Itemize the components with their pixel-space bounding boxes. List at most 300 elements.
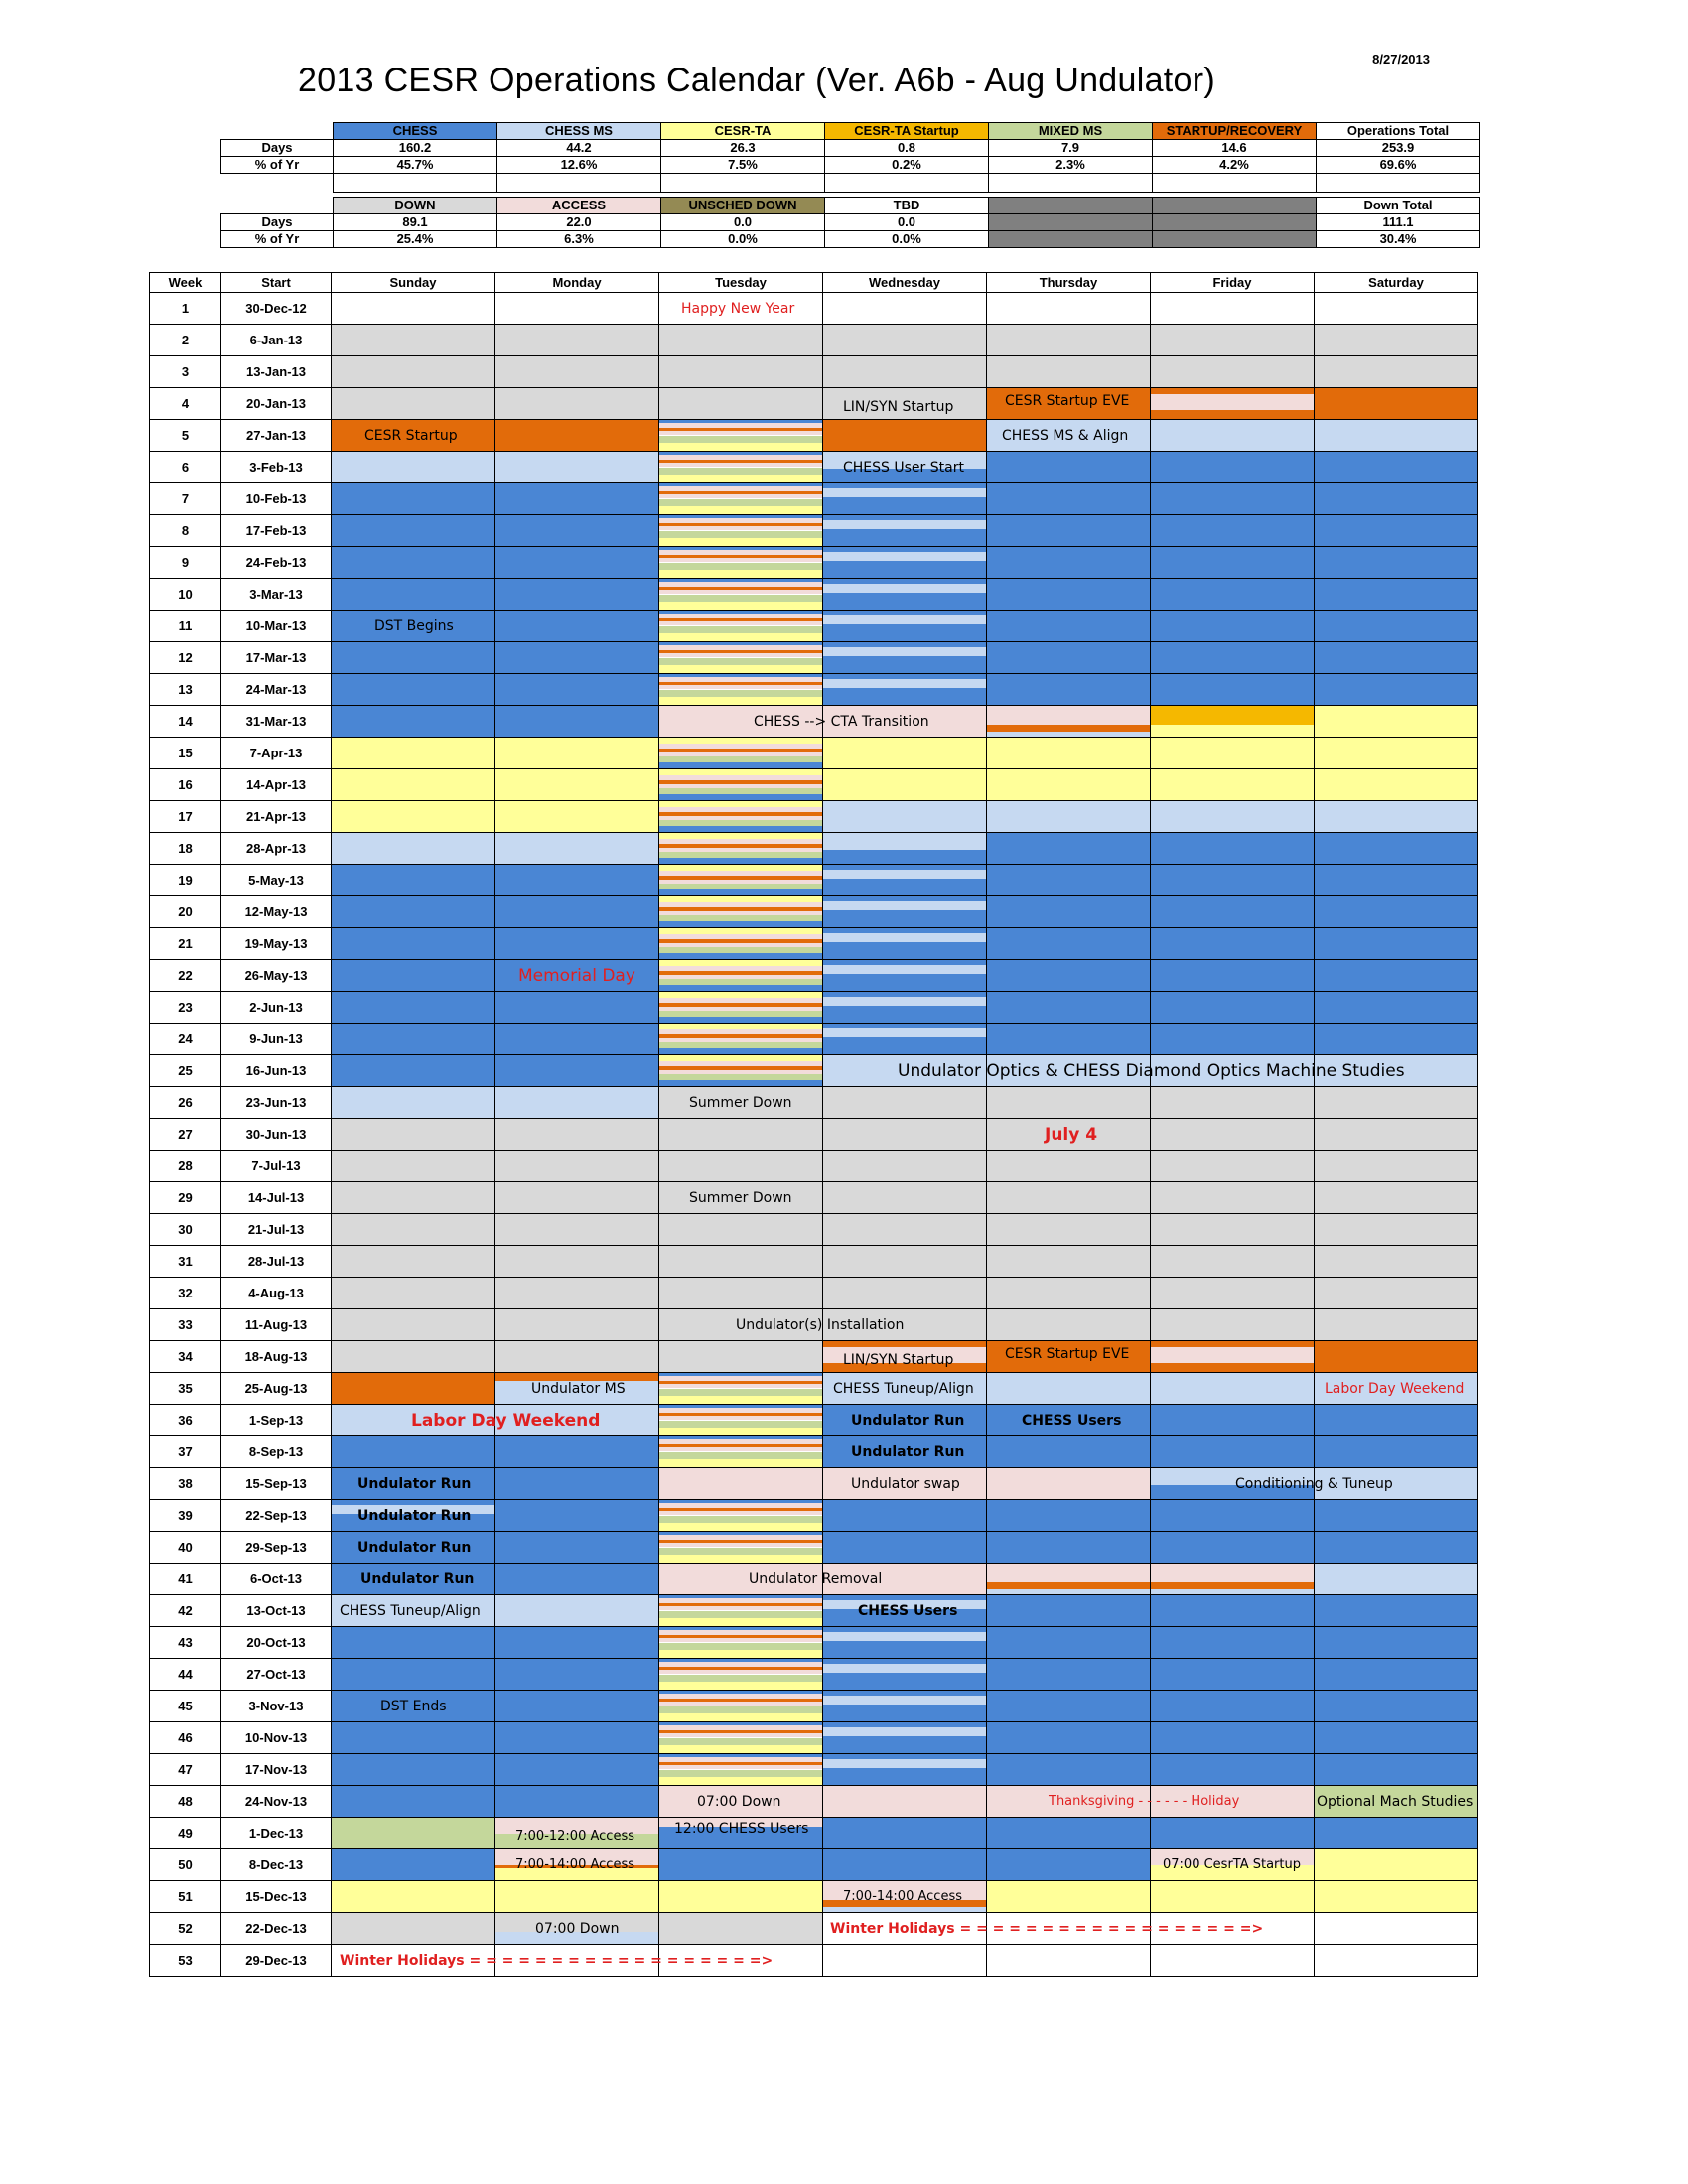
day-cell-monday [495, 293, 659, 325]
day-cell-tuesday [659, 706, 929, 738]
page-title: 2013 CESR Operations Calendar (Ver. A6b - Aug Undulator) [298, 62, 1215, 99]
schedule-band [1315, 1627, 1477, 1658]
day-cell-thursday [987, 579, 1151, 611]
schedule-band [659, 595, 822, 603]
day-cell-sunday [332, 356, 495, 388]
day-cell-saturday [1315, 1754, 1478, 1786]
week-start-date: 22-Sep-13 [221, 1500, 332, 1532]
day-cell-monday [495, 1373, 659, 1405]
week-start-date: 10-Feb-13 [221, 483, 332, 515]
week-start-date: 18-Aug-13 [221, 1341, 332, 1373]
schedule-band [332, 452, 494, 482]
day-cell-thursday [987, 1119, 1151, 1151]
day-cell-thursday [987, 960, 1151, 992]
week-number: 39 [150, 1500, 221, 1532]
week-start-date: 7-Jul-13 [221, 1151, 332, 1182]
week-start-date: 24-Mar-13 [221, 674, 332, 706]
week-start-date: 27-Jan-13 [221, 420, 332, 452]
schedule-band [823, 933, 986, 942]
week-number: 42 [150, 1595, 221, 1627]
week-start-date: 6-Jan-13 [221, 325, 332, 356]
schedule-band [495, 769, 658, 800]
schedule-band [987, 515, 1150, 546]
day-cell-sunday [332, 388, 495, 420]
week-row [150, 1309, 1478, 1341]
day-cell-saturday [1315, 1881, 1478, 1913]
day-cell-friday [1151, 833, 1315, 865]
summary-value: 89.1 [334, 214, 497, 231]
day-cell-wednesday [823, 1627, 987, 1659]
schedule-band [495, 1754, 658, 1785]
day-cell-monday [495, 325, 659, 356]
schedule-band [987, 579, 1150, 610]
schedule-band [332, 325, 494, 355]
day-cell-sunday [332, 642, 495, 674]
day-cell-friday [1151, 1818, 1315, 1849]
schedule-band [823, 593, 986, 610]
schedule-band [495, 865, 658, 895]
day-cell-wednesday [823, 420, 987, 452]
week-number: 16 [150, 769, 221, 801]
day-cell-saturday [1315, 1627, 1478, 1659]
day-cell-thursday [987, 1087, 1151, 1119]
week-row [150, 674, 1478, 706]
day-cell-monday [495, 547, 659, 579]
week-start-date: 8-Sep-13 [221, 1436, 332, 1468]
week-number: 21 [150, 928, 221, 960]
schedule-band [1315, 1945, 1477, 1976]
week-start-date: 20-Jan-13 [221, 388, 332, 420]
day-cell-wednesday [823, 738, 987, 769]
day-cell-friday [1151, 547, 1315, 579]
week-start-date: 7-Apr-13 [221, 738, 332, 769]
schedule-band [495, 293, 658, 324]
schedule-band [1151, 1436, 1314, 1467]
schedule-band [659, 1341, 822, 1372]
schedule-band [987, 452, 1150, 482]
schedule-band [1315, 1849, 1477, 1880]
grey-block [989, 231, 1153, 248]
schedule-band [332, 1627, 494, 1658]
schedule-band [987, 1881, 1150, 1912]
schedule-band [1315, 1309, 1477, 1340]
day-cell-saturday [1315, 1309, 1478, 1341]
schedule-band [1315, 420, 1477, 451]
day-cell-saturday [1315, 738, 1478, 769]
schedule-band [659, 1389, 822, 1397]
day-cell-thursday [987, 356, 1151, 388]
schedule-band [1151, 1363, 1314, 1372]
day-cell-friday [1151, 1182, 1315, 1214]
calendar-note: Undulator Run [357, 1475, 472, 1492]
grey-block [1153, 198, 1317, 214]
col-header-tuesday: Tuesday [659, 273, 823, 293]
schedule-band [823, 679, 986, 688]
day-cell-sunday [332, 1087, 495, 1119]
schedule-band [823, 325, 986, 355]
calendar-note: CESR Startup [364, 427, 458, 444]
day-cell-tuesday [659, 1913, 823, 1945]
schedule-band [823, 850, 986, 864]
day-cell-monday [495, 992, 659, 1024]
day-cell-tuesday [659, 801, 823, 833]
day-cell-friday [1151, 896, 1315, 928]
day-cell-wednesday [823, 1532, 987, 1564]
day-cell-saturday [1315, 483, 1478, 515]
day-cell-sunday [332, 1595, 495, 1627]
week-start-date: 29-Dec-13 [221, 1945, 332, 1977]
schedule-band [659, 570, 822, 578]
day-cell-tuesday [659, 547, 823, 579]
schedule-band [823, 656, 986, 673]
schedule-band [823, 1818, 986, 1848]
week-row [150, 992, 1478, 1024]
week-number: 49 [150, 1818, 221, 1849]
schedule-band [495, 483, 658, 514]
schedule-band [1315, 896, 1477, 927]
week-row [150, 738, 1478, 769]
schedule-band [1151, 1945, 1314, 1976]
day-cell-thursday [987, 1341, 1151, 1373]
day-cell-saturday [1315, 1818, 1478, 1849]
schedule-band [1315, 1119, 1477, 1150]
day-cell-tuesday [659, 388, 823, 420]
week-number: 48 [150, 1786, 221, 1818]
schedule-band [1151, 833, 1314, 864]
schedule-band [659, 1048, 822, 1054]
day-cell-tuesday [659, 515, 823, 547]
schedule-band [659, 1468, 822, 1499]
schedule-band [987, 801, 1150, 832]
schedule-band [1151, 394, 1314, 410]
row-label: Days [221, 140, 334, 157]
schedule-band [659, 633, 822, 641]
week-row [150, 1532, 1478, 1564]
schedule-band [495, 1564, 658, 1594]
schedule-band [987, 674, 1150, 705]
day-cell-wednesday [823, 1754, 987, 1786]
schedule-band [659, 794, 822, 800]
schedule-band [332, 1818, 494, 1848]
day-cell-wednesday [823, 483, 987, 515]
schedule-band [332, 388, 494, 419]
week-row [150, 1436, 1478, 1468]
calendar-header-row [150, 273, 1478, 293]
schedule-band [1315, 611, 1477, 641]
schedule-band [1151, 1373, 1314, 1404]
schedule-band [332, 1309, 494, 1340]
week-row [150, 1405, 1478, 1436]
schedule-band [987, 1214, 1150, 1245]
day-cell-saturday [1315, 356, 1478, 388]
grey-block [1153, 214, 1317, 231]
day-cell-monday [495, 1436, 659, 1468]
week-start-date: 11-Aug-13 [221, 1309, 332, 1341]
day-cell-saturday [1315, 674, 1478, 706]
schedule-band [987, 1945, 1150, 1976]
day-cell-tuesday [659, 1119, 823, 1151]
day-cell-monday [495, 1627, 659, 1659]
week-row [150, 833, 1478, 865]
week-row [150, 896, 1478, 928]
day-cell-friday [1151, 1405, 1315, 1436]
day-cell-monday [495, 420, 659, 452]
week-row [150, 1119, 1478, 1151]
day-cell-wednesday [823, 1436, 987, 1468]
schedule-band [659, 1913, 822, 1944]
day-cell-sunday [332, 1405, 601, 1436]
schedule-band [1315, 483, 1477, 514]
day-cell-saturday [1315, 928, 1478, 960]
schedule-band [495, 706, 658, 737]
schedule-band [1151, 1024, 1314, 1054]
schedule-band [1151, 1214, 1314, 1245]
day-cell-wednesday [823, 1818, 987, 1849]
day-cell-tuesday [659, 579, 823, 611]
schedule-band [495, 1786, 658, 1817]
schedule-band [987, 1532, 1150, 1563]
schedule-band [823, 1532, 986, 1563]
schedule-band [332, 1373, 494, 1404]
calendar-note: LIN/SYN Startup [843, 398, 954, 415]
day-cell-tuesday [659, 992, 823, 1024]
day-cell-friday [1151, 928, 1315, 960]
schedule-band [1315, 1436, 1477, 1467]
schedule-band [1151, 896, 1314, 927]
schedule-band [1151, 865, 1314, 895]
summary-value: 0.0 [661, 214, 825, 231]
schedule-band [987, 1849, 1150, 1880]
operations-summary-header [221, 123, 1480, 140]
schedule-band [987, 1754, 1150, 1785]
day-cell-sunday [332, 1849, 495, 1881]
schedule-band [1315, 1881, 1477, 1912]
day-cell-thursday [987, 1405, 1151, 1436]
schedule-band [987, 960, 1150, 991]
day-cell-tuesday [659, 1659, 823, 1691]
week-row [150, 452, 1478, 483]
schedule-band [823, 624, 986, 641]
day-cell-sunday [332, 579, 495, 611]
day-cell-sunday [332, 833, 495, 865]
day-cell-saturday [1315, 1214, 1478, 1246]
down-percent-row [221, 231, 1480, 248]
day-cell-friday [1151, 1278, 1315, 1309]
schedule-band [1151, 1881, 1314, 1912]
schedule-band [1151, 1722, 1314, 1753]
schedule-band [1151, 738, 1314, 768]
schedule-band [987, 1309, 1150, 1340]
schedule-band [659, 1713, 822, 1721]
day-cell-friday [1151, 801, 1315, 833]
schedule-band [659, 1080, 822, 1086]
week-row [150, 1945, 1478, 1977]
schedule-band [823, 901, 986, 910]
day-cell-wednesday [823, 452, 987, 483]
day-cell-thursday [987, 1436, 1151, 1468]
week-number: 14 [150, 706, 221, 738]
day-cell-sunday [332, 1786, 495, 1818]
schedule-band [1315, 1659, 1477, 1690]
schedule-band [659, 1555, 822, 1563]
day-cell-thursday [987, 674, 1151, 706]
calendar-note: Memorial Day [518, 965, 635, 986]
day-cell-monday [495, 1151, 659, 1182]
schedule-band [987, 293, 1150, 324]
day-cell-saturday [1315, 1849, 1478, 1881]
day-cell-sunday [332, 928, 495, 960]
schedule-band [1151, 1347, 1314, 1363]
schedule-band [987, 769, 1150, 800]
week-number: 28 [150, 1151, 221, 1182]
schedule-band [1151, 769, 1314, 800]
day-cell-saturday [1315, 642, 1478, 674]
schedule-band [823, 488, 986, 497]
schedule-band [1315, 738, 1477, 768]
legend-chess: CHESS [334, 123, 497, 140]
schedule-band [495, 1595, 658, 1626]
schedule-band [659, 1017, 822, 1023]
schedule-band [332, 579, 494, 610]
day-cell-monday [495, 388, 659, 420]
week-number: 44 [150, 1659, 221, 1691]
calendar-note: CHESS User Start [843, 459, 964, 476]
schedule-band [332, 1754, 494, 1785]
day-cell-thursday [987, 1246, 1151, 1278]
schedule-band [987, 1468, 1150, 1499]
day-cell-sunday [332, 1722, 495, 1754]
schedule-band [495, 1436, 658, 1467]
day-cell-tuesday [659, 420, 823, 452]
schedule-band [823, 879, 986, 895]
day-cell-monday [495, 1024, 659, 1055]
week-number: 29 [150, 1182, 221, 1214]
schedule-band [659, 1214, 822, 1245]
day-cell-wednesday [823, 1849, 987, 1881]
calendar-note: 7:00-12:00 Access [515, 1828, 634, 1843]
week-row [150, 1722, 1478, 1754]
day-cell-tuesday [659, 1468, 823, 1500]
day-cell-tuesday [659, 1182, 823, 1214]
day-cell-thursday [987, 1818, 1151, 1849]
schedule-band [659, 1428, 822, 1435]
summary-value: 22.0 [497, 214, 661, 231]
schedule-band [987, 1582, 1150, 1590]
calendar-note: 07:00 Down [535, 1920, 620, 1937]
schedule-band [332, 1151, 494, 1181]
day-cell-wednesday [823, 388, 987, 420]
schedule-band [987, 865, 1150, 895]
legend-down: DOWN [334, 198, 497, 214]
day-cell-monday [495, 1532, 659, 1564]
week-start-date: 28-Apr-13 [221, 833, 332, 865]
schedule-band [987, 928, 1150, 959]
calendar-note: Undulator Run [851, 1412, 965, 1429]
summary-value: 7.5% [661, 157, 825, 174]
day-cell-monday [495, 483, 659, 515]
col-header-wednesday: Wednesday [823, 273, 987, 293]
day-cell-monday [495, 579, 659, 611]
schedule-band [823, 738, 986, 768]
day-cell-thursday [987, 1786, 1240, 1818]
schedule-band [1315, 515, 1477, 546]
day-cell-wednesday [823, 865, 987, 896]
week-row [150, 579, 1478, 611]
day-cell-tuesday [659, 1405, 823, 1436]
day-cell-monday [495, 1659, 659, 1691]
week-number: 33 [150, 1309, 221, 1341]
week-start-date: 10-Nov-13 [221, 1722, 332, 1754]
schedule-band [659, 1548, 822, 1556]
schedule-band [332, 1024, 494, 1054]
schedule-band [495, 1214, 658, 1245]
day-cell-tuesday [659, 928, 823, 960]
schedule-band [1151, 1119, 1314, 1150]
schedule-band [1315, 960, 1477, 991]
operations-total-header: Operations Total [1317, 123, 1480, 140]
schedule-band [332, 1436, 494, 1467]
schedule-band [1151, 515, 1314, 546]
week-row [150, 928, 1478, 960]
week-start-date: 5-May-13 [221, 865, 332, 896]
day-cell-monday [495, 769, 659, 801]
day-cell-wednesday [823, 1881, 987, 1913]
day-cell-thursday [987, 293, 1151, 325]
schedule-band [332, 1278, 494, 1308]
day-cell-thursday [987, 801, 1151, 833]
schedule-band [987, 1151, 1150, 1181]
day-cell-sunday [332, 1024, 495, 1055]
week-row [150, 1024, 1478, 1055]
week-row [150, 1341, 1478, 1373]
day-cell-saturday [1315, 420, 1478, 452]
day-cell-friday [1151, 1436, 1315, 1468]
schedule-band [987, 738, 1150, 768]
schedule-band [332, 293, 494, 324]
day-cell-thursday [987, 1754, 1151, 1786]
schedule-band [495, 420, 658, 451]
calendar-note: Summer Down [689, 1094, 792, 1111]
day-cell-friday [1151, 1754, 1315, 1786]
schedule-band [659, 1643, 822, 1651]
schedule-band [1315, 579, 1477, 610]
week-number: 7 [150, 483, 221, 515]
week-start-date: 1-Sep-13 [221, 1405, 332, 1436]
schedule-band [659, 1618, 822, 1626]
day-cell-monday [495, 452, 659, 483]
day-cell-tuesday [659, 1373, 823, 1405]
day-cell-friday [1151, 1246, 1315, 1278]
schedule-band [659, 1611, 822, 1619]
schedule-band [1151, 547, 1314, 578]
calendar-note: Winter Holidays = = = = = = = = = = = = = = = = = => [340, 1952, 774, 1969]
day-cell-saturday [1315, 1024, 1478, 1055]
schedule-band [332, 865, 494, 895]
schedule-band [823, 1641, 986, 1658]
day-cell-friday [1151, 1849, 1315, 1881]
day-cell-friday [1151, 452, 1315, 483]
schedule-band [1315, 1024, 1477, 1054]
day-cell-saturday [1315, 1341, 1478, 1373]
schedule-band [495, 896, 658, 927]
day-cell-saturday [1315, 1659, 1478, 1691]
schedule-band [495, 1151, 658, 1181]
day-cell-thursday [987, 547, 1151, 579]
week-number: 26 [150, 1087, 221, 1119]
day-cell-monday [495, 1564, 659, 1595]
day-cell-wednesday [823, 769, 987, 801]
down-total-header: Down Total [1317, 198, 1480, 214]
